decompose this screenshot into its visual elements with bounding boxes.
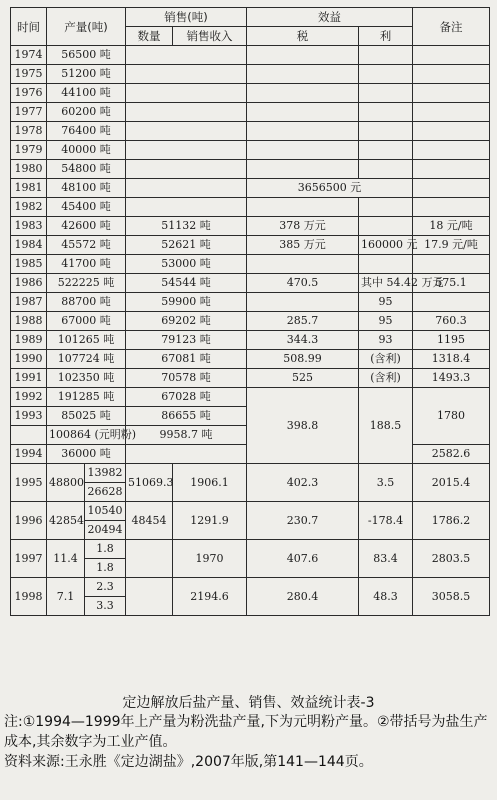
table-row [11, 255, 490, 274]
year-cell: 1995 [11, 464, 47, 502]
sales-cell [126, 179, 247, 198]
remark-cell: 760.3 [413, 312, 490, 331]
sales-cell: 86655 吨 [126, 407, 247, 426]
production-cell: 191285 吨 [47, 388, 126, 407]
year-cell: 1992 [11, 388, 47, 407]
sales-cell: 53000 吨 [126, 255, 247, 274]
year-cell: 1977 [11, 103, 47, 122]
table-row [11, 160, 490, 179]
remark-cell [413, 255, 490, 274]
year-cell: 1990 [11, 350, 47, 369]
profit-cell [359, 198, 413, 217]
profit-cell: 160000 元 [359, 236, 413, 255]
profit-cell: (含利) [359, 369, 413, 388]
tax-cell: 508.99 [247, 350, 359, 369]
sales-income-cell: 2194.6 [173, 578, 247, 616]
col-header-remarks: 备注 [413, 8, 490, 46]
tax-cell: 285.7 [247, 312, 359, 331]
sales-cell: 69202 吨 [126, 312, 247, 331]
remark-cell: 1195 [413, 331, 490, 350]
production-cell: 88700 吨 [47, 293, 126, 312]
col-header-profit: 利 [359, 27, 413, 46]
profit-cell [359, 122, 413, 141]
table-caption: 定边解放后盐产量、销售、效益统计表-3 [122, 695, 375, 711]
sales-cell [126, 46, 247, 65]
table-row [11, 331, 490, 350]
col-header-tax: 税 [247, 27, 359, 46]
tax-cell: 525 [247, 369, 359, 388]
profit-cell [359, 46, 413, 65]
production-cell: 42600 吨 [47, 217, 126, 236]
profit-cell: 其中 54.42 万元 [359, 274, 413, 293]
sales-income-cell: 1906.1 [173, 464, 247, 502]
sales-cell [126, 198, 247, 217]
production-cell: 60200 吨 [47, 103, 126, 122]
profit-cell [359, 84, 413, 103]
remark-cell: 2015.4 [413, 464, 490, 502]
profit-cell: 3.5 [359, 464, 413, 502]
sales-income-cell: 1970 [173, 540, 247, 578]
sales-cell [126, 103, 247, 122]
year-cell: 1974 [11, 46, 47, 65]
profit-cell [359, 160, 413, 179]
year-cell: 1993 [11, 407, 47, 426]
tax-cell: 402.3 [247, 464, 359, 502]
remark-cell: 1786.2 [413, 502, 490, 540]
production-cell: 101265 吨 [47, 331, 126, 350]
remark-cell-merged: 1780 [413, 388, 490, 445]
sales-income-cell: 1291.9 [173, 502, 247, 540]
table-row [11, 179, 490, 198]
col-header-sales-income: 销售收入 [173, 27, 247, 46]
remark-cell: 2582.6 [413, 445, 490, 464]
table-row [11, 122, 490, 141]
production-cell: 85025 吨 [47, 407, 126, 426]
remark-cell: 3058.5 [413, 578, 490, 616]
tax-cell [247, 65, 359, 84]
col-header-sales-qty: 数量 [126, 27, 173, 46]
table-row [11, 141, 490, 160]
year-cell: 1987 [11, 293, 47, 312]
sales-cell: 67028 吨 [126, 388, 247, 407]
table-row [11, 369, 490, 388]
remark-cell: 575.1 [413, 274, 490, 293]
production-cell: 107724 吨 [47, 350, 126, 369]
year-cell: 1982 [11, 198, 47, 217]
year-cell: 1991 [11, 369, 47, 388]
production-cell: 51200 吨 [47, 65, 126, 84]
tax-cell: 344.3 [247, 331, 359, 350]
salt-statistics-table [10, 7, 490, 616]
table-row [11, 350, 490, 369]
production-cell: 56500 吨 [47, 46, 126, 65]
production-cell: 48100 吨 [47, 179, 126, 198]
production-cell: 36000 吨 [47, 445, 126, 464]
tax-cell: 230.7 [247, 502, 359, 540]
sales-qty-cell [126, 578, 173, 616]
tax-cell: 385 万元 [247, 236, 359, 255]
production-cell: 45572 吨 [47, 236, 126, 255]
table-row [11, 293, 490, 312]
col-header-benefit: 效益 [247, 8, 413, 27]
profit-cell: 83.4 [359, 540, 413, 578]
table-row [11, 84, 490, 103]
production-cell: 76400 吨 [47, 122, 126, 141]
production-cell: 41700 吨 [47, 255, 126, 274]
profit-cell [359, 65, 413, 84]
remark-cell: 2803.5 [413, 540, 490, 578]
table-row [11, 198, 490, 217]
sales-cell: 51132 吨 [126, 217, 247, 236]
source-text: 资料来源:王永胜《定边湖盐》,2007年版,第141—144页。 [4, 754, 373, 770]
sales-cell [126, 445, 247, 464]
production-cell: 11.4 [47, 540, 85, 578]
table-row [11, 388, 490, 407]
col-header-production: 产量(吨) [47, 8, 126, 46]
remark-cell [413, 103, 490, 122]
production-sub-cell: 2.3 [85, 578, 126, 597]
sales-cell: 52621 吨 [126, 236, 247, 255]
sales-cell [126, 65, 247, 84]
year-cell: 1994 [11, 445, 47, 464]
production-cell: 102350 吨 [47, 369, 126, 388]
production-sub-cell: 26628 [85, 483, 126, 502]
tax-cell: 378 万元 [247, 217, 359, 236]
table-row [11, 236, 490, 255]
remark-cell [413, 65, 490, 84]
production-sub-cell: 10540 [85, 502, 126, 521]
production-cell: 67000 吨 [47, 312, 126, 331]
year-cell: 1980 [11, 160, 47, 179]
table-row [11, 502, 490, 521]
year-cell: 1989 [11, 331, 47, 350]
remark-cell [413, 122, 490, 141]
sales-cell [126, 160, 247, 179]
tax-cell: 280.4 [247, 578, 359, 616]
tax-cell [247, 160, 359, 179]
table-row [11, 464, 490, 483]
profit-cell: 93 [359, 331, 413, 350]
profit-cell [359, 141, 413, 160]
year-cell: 1978 [11, 122, 47, 141]
year-cell: 1976 [11, 84, 47, 103]
tax-cell: 470.5 [247, 274, 359, 293]
tax-cell [247, 103, 359, 122]
table-row [11, 540, 490, 559]
year-cell: 1985 [11, 255, 47, 274]
table-row [11, 46, 490, 65]
year-cell [11, 426, 47, 445]
production-sub-cell: 1.8 [85, 559, 126, 578]
remark-cell: 1318.4 [413, 350, 490, 369]
tax-cell [247, 255, 359, 274]
year-cell: 1984 [11, 236, 47, 255]
tax-cell [247, 198, 359, 217]
col-header-time: 时间 [11, 8, 47, 46]
sales-cell: 59900 吨 [126, 293, 247, 312]
table-row [11, 312, 490, 331]
profit-cell: 95 [359, 312, 413, 331]
sales-cell: 70578 吨 [126, 369, 247, 388]
profit-cell-merged: 188.5 [359, 388, 413, 464]
tax-cell [247, 293, 359, 312]
year-cell: 1981 [11, 179, 47, 198]
table-row [11, 217, 490, 236]
year-cell: 1983 [11, 217, 47, 236]
tax-cell-merged: 398.8 [247, 388, 359, 464]
note-text: 注:①1994—1999年上产量为粉洗盐产量,下为元明粉产量。②带括号为盐生产成本,其余数字为工业产值。 [4, 714, 488, 750]
year-cell: 1988 [11, 312, 47, 331]
remark-cell [413, 179, 490, 198]
sales-qty-cell: 48454 [126, 502, 173, 540]
year-cell: 1979 [11, 141, 47, 160]
remark-cell: 18 元/吨 [413, 217, 490, 236]
production-sub-cell: 3.3 [85, 597, 126, 616]
tax-cell [247, 84, 359, 103]
tax-cell: 407.6 [247, 540, 359, 578]
remark-cell: 17.9 元/吨 [413, 236, 490, 255]
profit-cell: 95 [359, 293, 413, 312]
production-cell: 40000 吨 [47, 141, 126, 160]
profit-cell [359, 217, 413, 236]
remark-cell [413, 198, 490, 217]
table-row [11, 578, 490, 597]
production-cell: 42854 [47, 502, 85, 540]
table-row [11, 103, 490, 122]
year-cell: 1997 [11, 540, 47, 578]
year-cell: 1998 [11, 578, 47, 616]
remark-cell: 1493.3 [413, 369, 490, 388]
profit-cell [359, 255, 413, 274]
profit-cell: -178.4 [359, 502, 413, 540]
remark-cell [413, 141, 490, 160]
production-sub-cell: 13982 [85, 464, 126, 483]
production-cell: 48800 [47, 464, 85, 502]
profit-cell: (含利) [359, 350, 413, 369]
production-cell: 7.1 [47, 578, 85, 616]
tax-cell [247, 46, 359, 65]
remark-cell [413, 293, 490, 312]
remark-cell [413, 160, 490, 179]
table-notes [4, 712, 494, 772]
production-cell: 45400 吨 [47, 198, 126, 217]
sales-qty-cell [126, 540, 173, 578]
sales-qty-cell: 51069.3 [126, 464, 173, 502]
production-sub-cell: 20494 [85, 521, 126, 540]
profit-cell: 48.3 [359, 578, 413, 616]
sales-cell: 67081 吨 [126, 350, 247, 369]
profit-cell [359, 103, 413, 122]
production-cell: 100864 (元明粉) [47, 426, 126, 445]
tax-cell: 3656500 元 [247, 179, 413, 198]
production-cell: 522225 吨 [47, 274, 126, 293]
col-header-sales: 销售(吨) [126, 8, 247, 27]
sales-cell: 79123 吨 [126, 331, 247, 350]
tax-cell [247, 122, 359, 141]
header-row [11, 8, 490, 27]
production-cell: 54800 吨 [47, 160, 126, 179]
sales-cell: 54544 吨 [126, 274, 247, 293]
sales-cell: 9958.7 吨 [126, 426, 247, 445]
sales-cell [126, 141, 247, 160]
table-row [11, 65, 490, 84]
remark-cell [413, 84, 490, 103]
table-row [11, 274, 490, 293]
year-cell: 1996 [11, 502, 47, 540]
sales-cell [126, 122, 247, 141]
production-sub-cell: 1.8 [85, 540, 126, 559]
production-cell: 44100 吨 [47, 84, 126, 103]
remark-cell [413, 46, 490, 65]
year-cell: 1986 [11, 274, 47, 293]
tax-cell [247, 141, 359, 160]
year-cell: 1975 [11, 65, 47, 84]
sales-cell [126, 84, 247, 103]
